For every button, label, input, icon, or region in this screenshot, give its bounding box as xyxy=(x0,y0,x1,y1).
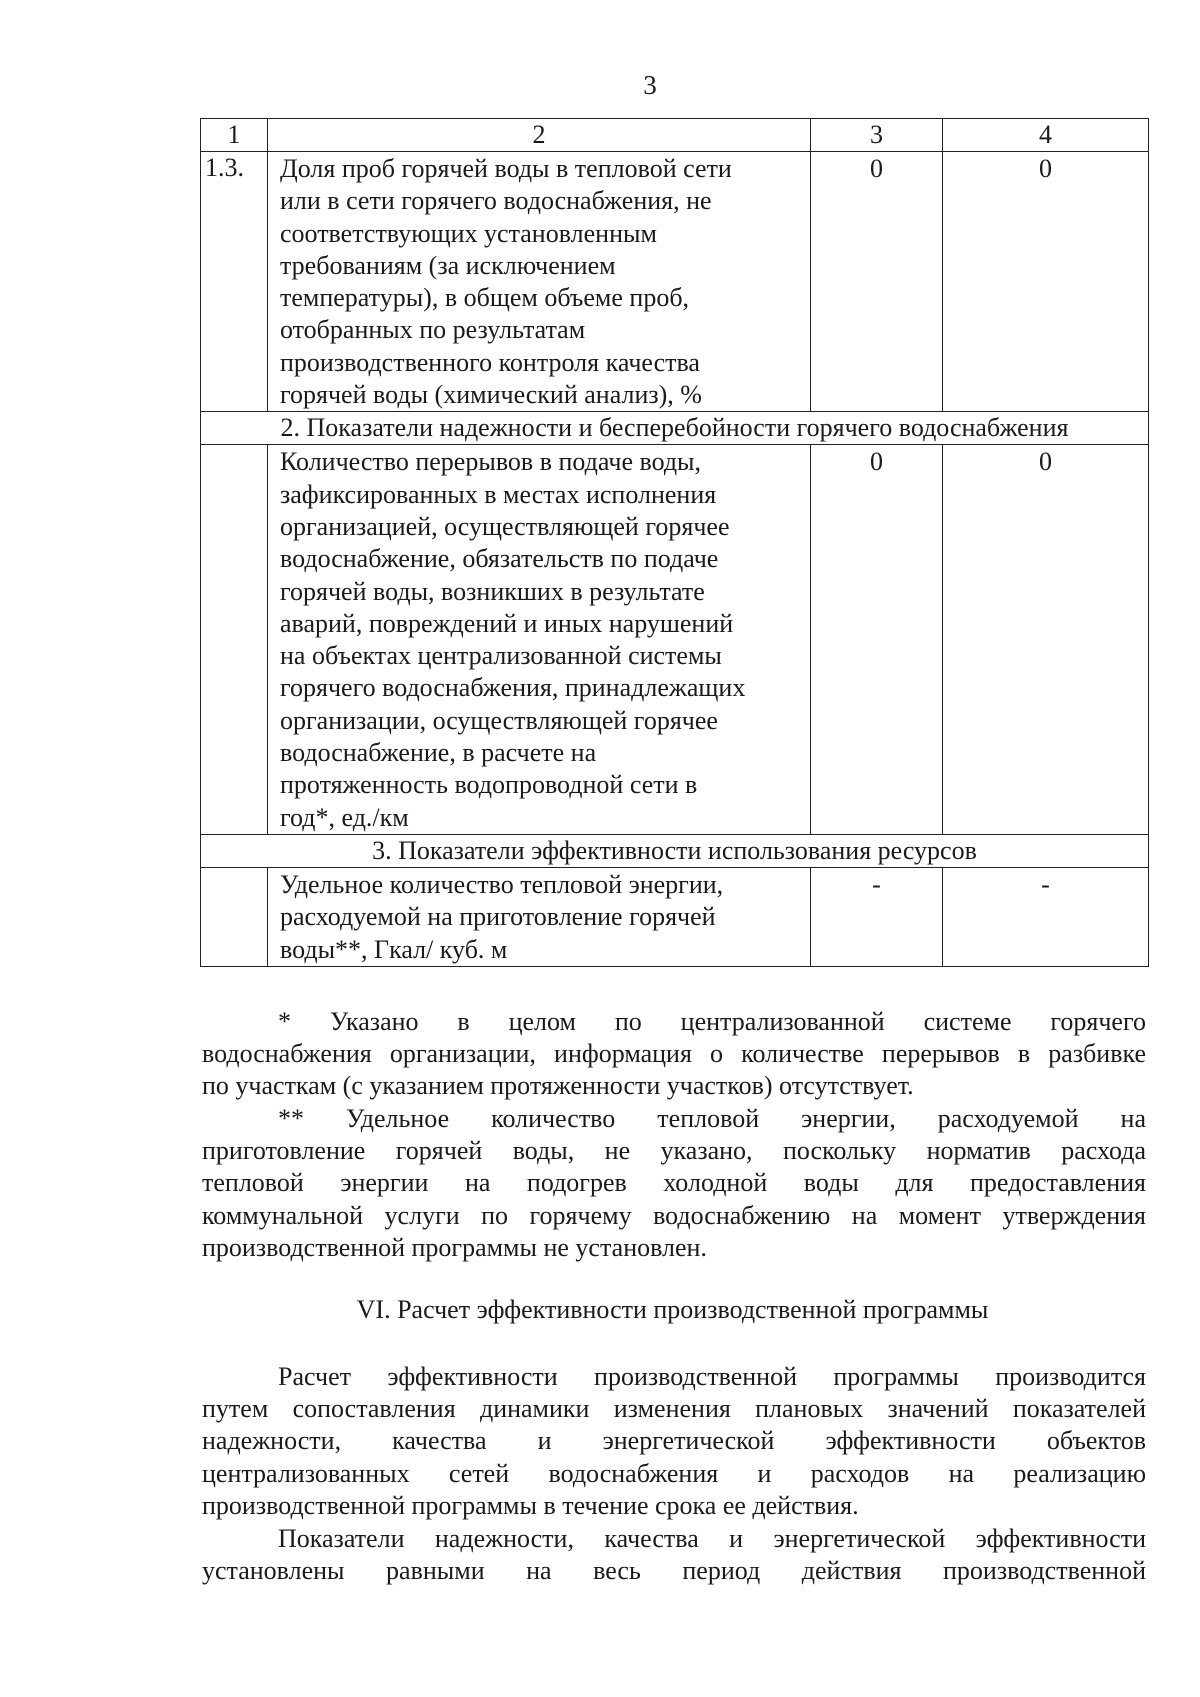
page-number: 3 xyxy=(643,70,657,100)
section-title: 3. Показатели эффективности использования ресурсов xyxy=(201,834,1149,867)
header-col-2: 2 xyxy=(268,119,811,152)
row-value-col-3: 0 xyxy=(811,445,943,835)
row-description: Удельное количество тепловой энергии, расходуемой на приготовление горячей воды**, Гкал/ куб. м xyxy=(268,867,811,966)
footnote-line: приготовление горячей воды, не указано, поскольку норматив расхода xyxy=(202,1136,1146,1166)
paragraph-line: производственной программы в течение срока ее действия. xyxy=(202,1490,859,1520)
paragraph-line: централизованных сетей водоснабжения и расходов на реализацию xyxy=(202,1458,1146,1488)
table-row xyxy=(201,867,1149,966)
row-description: Доля проб горячей воды в тепловой сети или в сети горячего водоснабжения, не соответствующих установленным требованиям (за исключением температуры), в общем объеме проб, отобранных по результатам производственного контроля качества горячей воды (химический анализ), % xyxy=(268,152,811,412)
header-col-3: 3 xyxy=(811,119,943,152)
footnote-line: ** Удельное количество тепловой энергии, расходуемой на xyxy=(278,1104,1146,1133)
paragraph-line: надежности, качества и энергетической эффективности объектов xyxy=(202,1426,1146,1456)
footnote-line: производственной программы не установлен. xyxy=(202,1232,707,1262)
row-number: 1.3. xyxy=(201,152,268,412)
row-number xyxy=(201,445,268,835)
paragraph-2 xyxy=(202,1523,1146,1587)
table-row xyxy=(201,152,1149,412)
footnote-line: тепловой энергии на подогрев холодной воды для предоставления xyxy=(202,1168,1146,1198)
row-value-col-4: 0 xyxy=(943,152,1149,412)
indicators-table xyxy=(200,118,1149,967)
section-row xyxy=(201,412,1149,445)
paragraph-line: путем сопоставления динамики изменения плановых значений показателей xyxy=(202,1394,1146,1424)
footnote-line: коммунальной услуги по горячему водоснабжению на момент утверждения xyxy=(202,1200,1146,1230)
table-row xyxy=(201,445,1149,835)
section-title: 2. Показатели надежности и бесперебойности горячего водоснабжения xyxy=(201,412,1149,445)
row-value-col-4: - xyxy=(943,867,1149,966)
paragraph-line: Расчет эффективности производственной программы производится xyxy=(278,1362,1146,1391)
footnote-1 xyxy=(202,1006,1146,1103)
paragraph-line: Показатели надежности, качества и энергетической эффективности xyxy=(278,1524,1146,1553)
table-header-row xyxy=(201,119,1149,152)
paragraph-1 xyxy=(202,1361,1146,1522)
footnote-line: водоснабжения организации, информация о количестве перерывов в разбивке xyxy=(202,1039,1146,1069)
row-number xyxy=(201,867,268,966)
header-col-1: 1 xyxy=(201,119,268,152)
row-value-col-3: - xyxy=(811,867,943,966)
section-heading: VI. Расчет эффективности производственной программы xyxy=(356,1295,989,1324)
row-value-col-3: 0 xyxy=(811,152,943,412)
header-col-4: 4 xyxy=(943,119,1149,152)
footnote-line: * Указано в целом по централизованной системе горячего xyxy=(278,1007,1146,1036)
section-row xyxy=(201,834,1149,867)
row-value-col-4: 0 xyxy=(943,445,1149,835)
footnote-2 xyxy=(202,1103,1146,1264)
paragraph-line: установлены равными на весь период действия производственной xyxy=(202,1556,1146,1586)
footnote-line: по участкам (с указанием протяженности участков) отсутствует. xyxy=(202,1071,914,1101)
row-description: Количество перерывов в подаче воды, зафиксированных в местах исполнения организацией, осуществляющей горячее водоснабжение, обязательств по подаче горячей воды, возникших в результате аварий, повреждений и иных нарушений на объектах централизованной системы горячего водоснабжения, принадлежащих организации, осуществляющей горячее водоснабжение, в расчете на протяженность водопроводной сети в год*, ед./км xyxy=(268,445,811,835)
